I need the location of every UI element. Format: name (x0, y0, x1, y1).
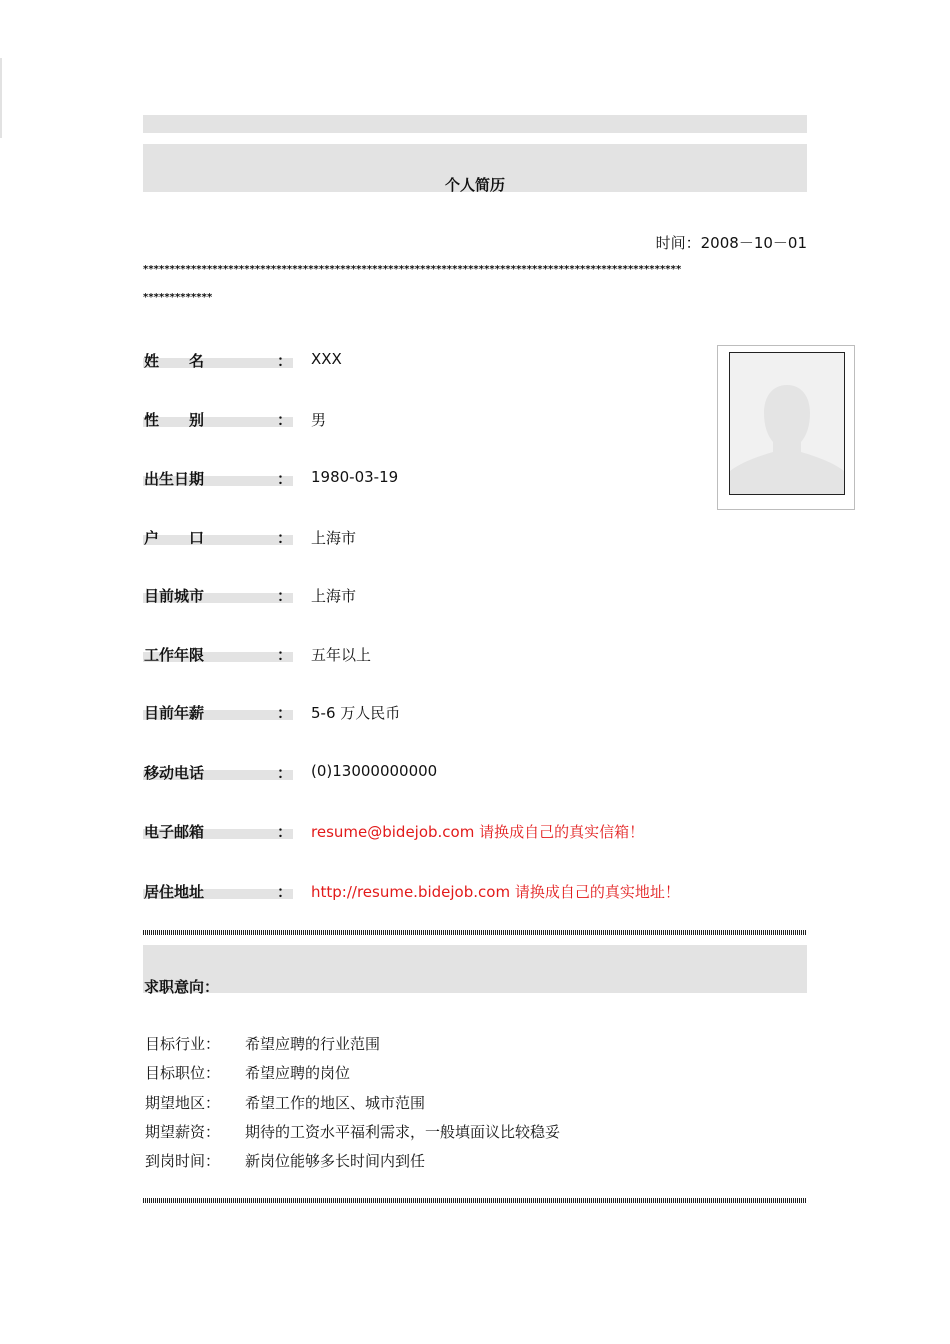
field-label: 姓 名 (144, 352, 205, 370)
field-colon: ： (277, 411, 293, 429)
intent-label: 目标行业： (145, 1035, 221, 1053)
field-colon: ： (277, 823, 293, 841)
field-label: 电子邮箱 (144, 823, 205, 841)
field-label: 性 别 (144, 411, 205, 429)
field-colon: ： (277, 352, 293, 370)
section-band (143, 945, 807, 993)
field-colon: ： (277, 764, 293, 782)
page-edge-mark (0, 58, 2, 138)
field-label: 居住地址 (144, 883, 205, 901)
page-title: 个人简历 (444, 176, 505, 194)
intent-value: 希望工作的地区、城市范围 (245, 1094, 426, 1112)
intent-value: 期待的工资水平福利需求，一般填面议比较稳妥 (245, 1123, 561, 1141)
intent-value: 新岗位能够多长时间内到任 (245, 1152, 426, 1170)
dotted-divider (143, 930, 807, 935)
field-value: 上海市 (311, 529, 357, 547)
field-label: 目前城市 (144, 587, 205, 605)
star-divider-line-2: ************* (143, 292, 213, 303)
photo-placeholder (729, 352, 845, 495)
photo-frame (717, 345, 855, 510)
person-silhouette-icon (730, 353, 844, 494)
field-value: XXX (311, 350, 342, 368)
intent-label: 期望薪资： (145, 1123, 221, 1141)
intent-label: 目标职位： (145, 1064, 221, 1082)
field-colon: ： (277, 470, 293, 488)
address-link[interactable]: http://resume.bidejob.com 请换成自己的真实地址！ (311, 883, 680, 901)
field-colon: ： (277, 646, 293, 664)
intent-value: 希望应聘的岗位 (245, 1064, 351, 1082)
field-label: 工作年限 (144, 646, 205, 664)
field-label: 目前年薪 (144, 704, 205, 722)
field-value: 上海市 (311, 587, 357, 605)
field-colon: ： (277, 883, 293, 901)
dotted-divider (143, 1198, 807, 1203)
header-band-top (143, 115, 807, 133)
field-value: 1980-03-19 (311, 468, 399, 486)
intent-label: 期望地区： (145, 1094, 221, 1112)
field-value: 男 (311, 411, 327, 429)
email-link[interactable]: resume@bidejob.com 请换成自己的真实信箱！ (311, 823, 645, 841)
date-stamp: 时间：2008－10－01 (655, 234, 807, 252)
field-value: 5-6 万人民币 (311, 704, 401, 722)
field-colon: ： (277, 587, 293, 605)
field-label: 出生日期 (144, 470, 205, 488)
field-label: 移动电话 (144, 764, 205, 782)
star-divider-line-1: ***************************************************************************************************** (143, 264, 682, 275)
field-value: (0)13000000000 (311, 762, 438, 780)
field-colon: ： (277, 529, 293, 547)
field-label: 户 口 (144, 529, 205, 547)
intent-label: 到岗时间： (145, 1152, 221, 1170)
section-title-job-intent: 求职意向： (144, 978, 220, 996)
intent-value: 希望应聘的行业范围 (245, 1035, 381, 1053)
field-colon: ： (277, 704, 293, 722)
field-value: 五年以上 (311, 646, 372, 664)
